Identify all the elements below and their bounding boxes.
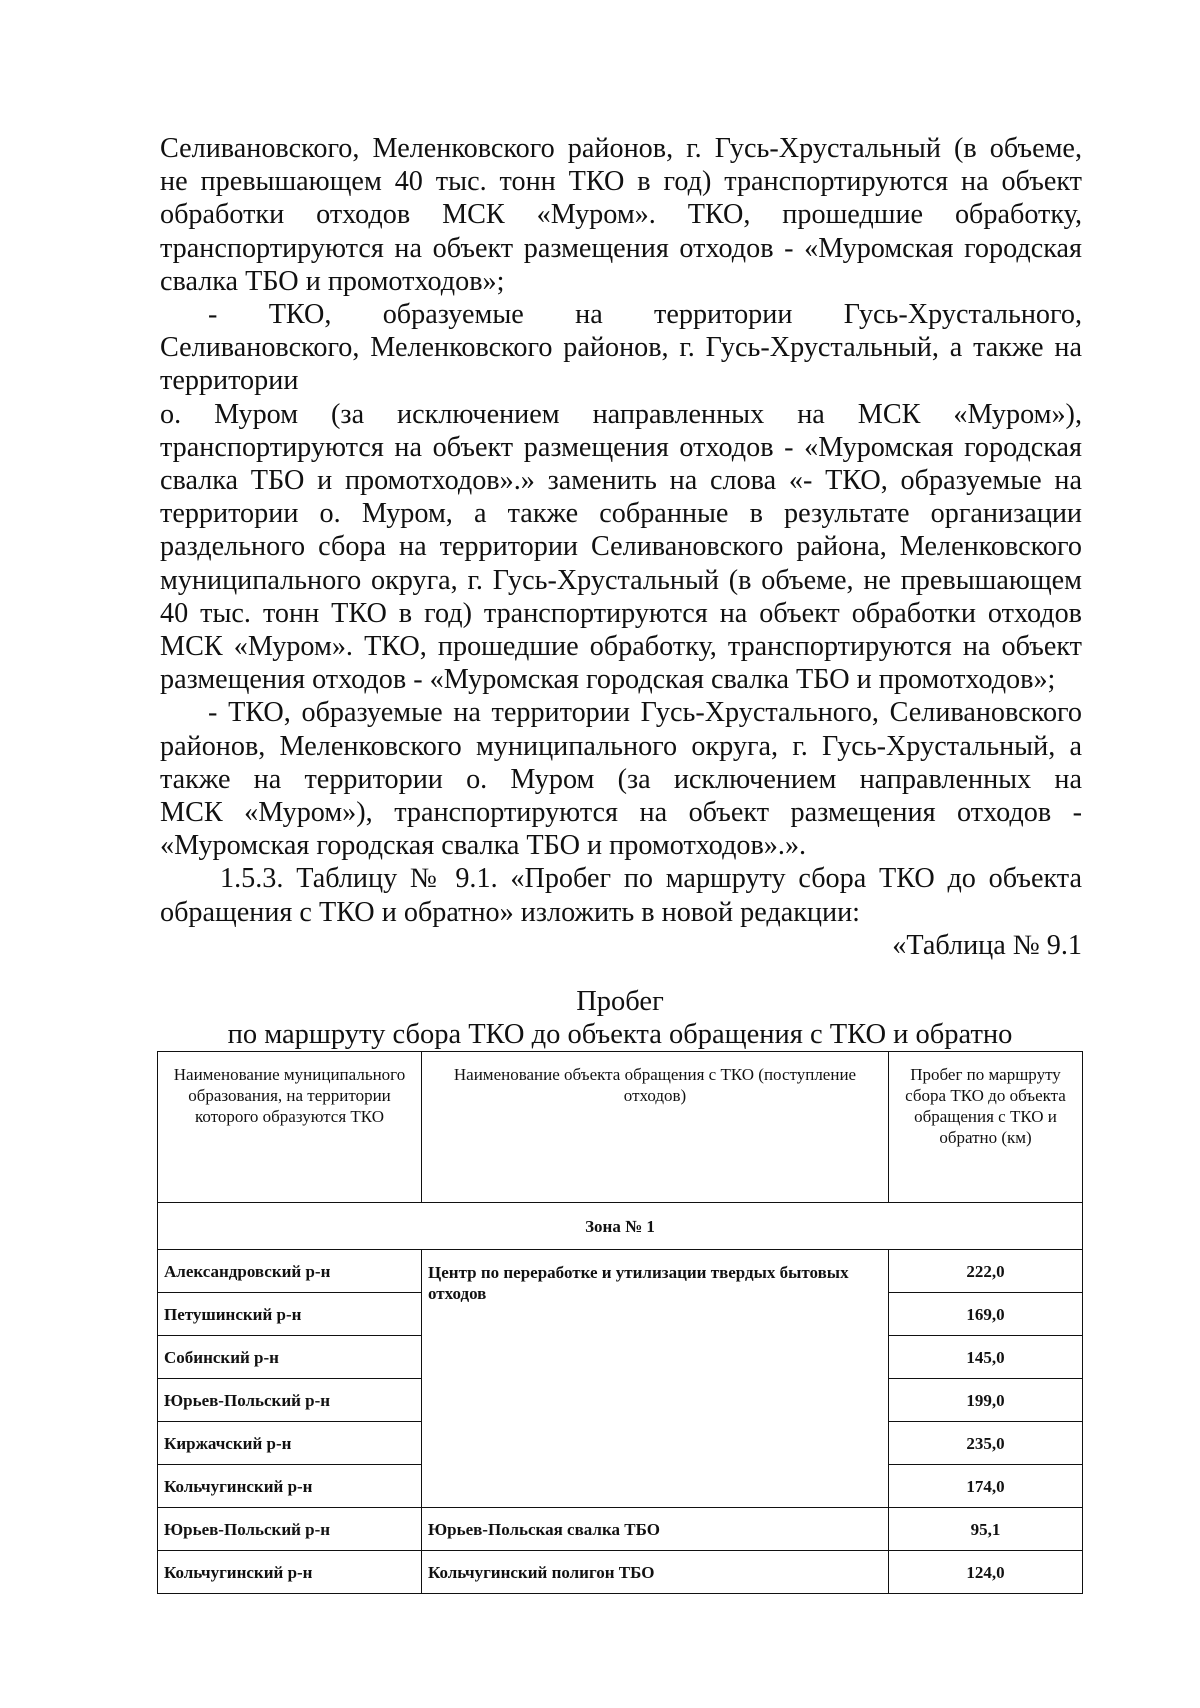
cell-municipality: Киржачский р-н <box>158 1422 422 1465</box>
cell-mileage: 124,0 <box>889 1551 1083 1594</box>
text-line: 40 тыс. тонн ТКО в год) транспортируются на объект обработки отходов <box>160 597 1082 629</box>
text-line: также на территории о. Муром (за исключением направленных на <box>160 763 1082 795</box>
cell-mileage: 145,0 <box>889 1336 1083 1379</box>
text-line: раздельного сбора на территории Селивановского района, Меленковского <box>160 531 1082 563</box>
text-line: МСК «Муром»), транспортируются на объект размещения отходов - <box>160 797 1082 829</box>
zone-label: Зона № 1 <box>158 1203 1083 1250</box>
cell-municipality: Александровский р-н <box>158 1250 422 1293</box>
text-line: территории <box>160 365 299 397</box>
text-line: - ТКО, образуемые на территории Гусь-Хрустального, <box>208 299 1082 331</box>
text-line: «Муромская городская свалка ТБО и промотходов».». <box>160 830 807 862</box>
text-line: МСК «Муром». ТКО, прошедшие обработку, транспортируются на объект <box>160 631 1082 663</box>
cell-object: Юрьев-Польская свалка ТБО <box>422 1508 889 1551</box>
cell-municipality: Кольчугинский р-н <box>158 1465 422 1508</box>
cell-mileage: 235,0 <box>889 1422 1083 1465</box>
text-line: районов, Меленковского муниципального округа, г. Гусь-Хрустальный, а <box>160 730 1082 762</box>
text-line: обращения с ТКО и обратно» изложить в новой редакции: <box>160 896 860 928</box>
text-line: транспортируются на объект размещения отходов - «Муромская городская <box>160 431 1082 463</box>
table-header-row <box>158 1052 1083 1203</box>
cell-municipality: Юрьев-Польский р-н <box>158 1379 422 1422</box>
header-municipality: Наименование муниципального образования, на территории которого образуются ТКО <box>158 1052 422 1203</box>
text-line: свалка ТБО и промотходов»; <box>160 265 505 297</box>
header-object: Наименование объекта обращения с ТКО (поступление отходов) <box>422 1052 889 1203</box>
table-row <box>158 1250 1083 1293</box>
text-line: транспортируются на объект размещения отходов - «Муромская городская <box>160 232 1082 264</box>
text-line: о. Муром (за исключением направленных на МСК «Муром»), <box>160 398 1082 430</box>
cell-municipality: Кольчугинский р-н <box>158 1551 422 1594</box>
cell-mileage: 174,0 <box>889 1465 1083 1508</box>
cell-mileage: 95,1 <box>889 1508 1083 1551</box>
table-row <box>158 1508 1083 1551</box>
table-number: «Таблица № 9.1 <box>892 929 1082 961</box>
text-line: Селивановского, Меленковского районов, г. Гусь-Хрустальный, а также на <box>160 332 1082 364</box>
cell-municipality: Петушинский р-н <box>158 1293 422 1336</box>
text-line: размещения отходов - «Муромская городская свалка ТБО и промотходов»; <box>160 664 1056 696</box>
cell-municipality: Собинский р-н <box>158 1336 422 1379</box>
text-line: - ТКО, образуемые на территории Гусь-Хрустального, Селивановского <box>208 697 1082 729</box>
cell-mileage: 169,0 <box>889 1293 1083 1336</box>
cell-object: Кольчугинский полигон ТБО <box>422 1551 889 1594</box>
text-line: Селивановского, Меленковского районов, г. Гусь-Хрустальный (в объеме, <box>160 133 1082 164</box>
text-line: свалка ТБО и промотходов».» заменить на слова «- ТКО, образуемые на <box>160 465 1082 497</box>
table-row <box>158 1551 1083 1594</box>
cell-mileage: 222,0 <box>889 1250 1083 1293</box>
text-line: 1.5.3. Таблицу № 9.1. «Пробег по маршруту сбора ТКО до объекта <box>220 863 1082 895</box>
zone-row <box>158 1203 1083 1250</box>
header-mileage: Пробег по маршруту сбора ТКО до объекта обращения с ТКО и обратно (км) <box>889 1052 1083 1203</box>
cell-municipality: Юрьев-Польский р-н <box>158 1508 422 1551</box>
table-title-line2: по маршруту сбора ТКО до объекта обращения с ТКО и обратно <box>227 1019 1013 1050</box>
cell-object-group: Центр по переработке и утилизации твердых бытовых отходов <box>422 1250 889 1508</box>
table-title-line1: Пробег <box>576 986 664 1017</box>
mileage-table <box>157 1051 1083 1594</box>
text-line: территории о. Муром, а также собранные в результате организации <box>160 498 1082 530</box>
cell-mileage: 199,0 <box>889 1379 1083 1422</box>
text-line: не превышающем 40 тыс. тонн ТКО в год) транспортируются на объект <box>160 166 1082 198</box>
text-line: муниципального округа, г. Гусь-Хрустальный (в объеме, не превышающем <box>160 564 1082 596</box>
text-line: обработки отходов МСК «Муром». ТКО, прошедшие обработку, <box>160 199 1082 231</box>
body-text <box>160 132 1082 962</box>
table-title <box>150 985 1090 1051</box>
